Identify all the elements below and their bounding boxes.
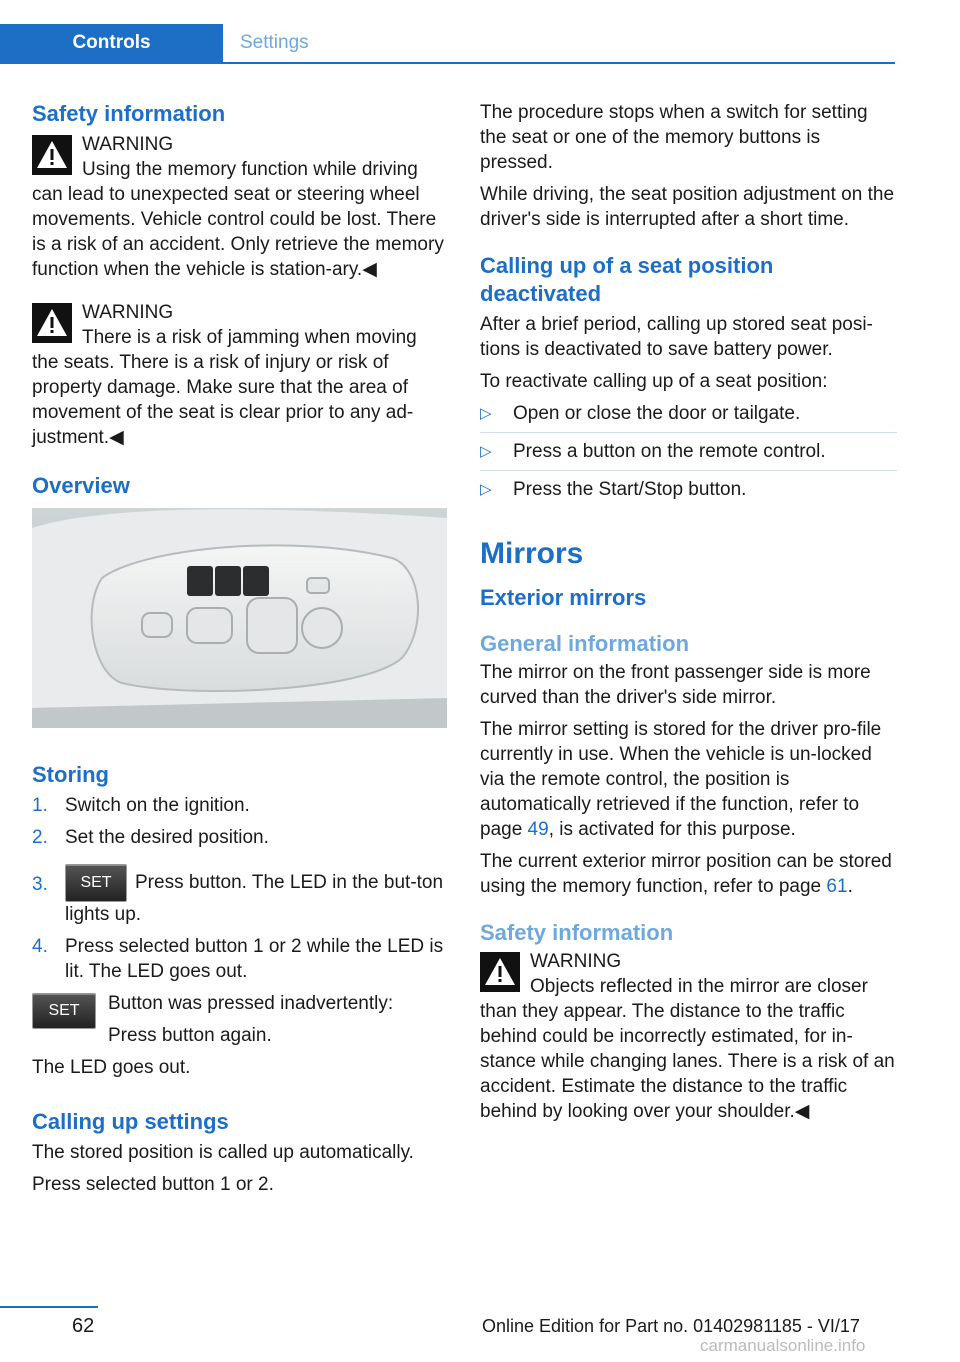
calling-heading: Calling up settings: [32, 1109, 229, 1134]
general-p3: The current exterior mirror position can be stored using the memory function, refer to page 61.: [480, 851, 892, 897]
list-item: 4. Press selected button 1 or 2 while the LED is lit. The LED goes out.: [32, 936, 444, 982]
list-item: 1. Switch on the ignition.: [32, 795, 250, 816]
warning-icon: [32, 135, 72, 175]
warning-text: Objects reflected in the mirror are closer than they appear. The distance to the traffic behind could be incorrectly estimated, for in‐stance while changing lanes. There is a risk of an accident. Estimate the distance to the traffic behind by looking over your shoulder.◀: [480, 976, 895, 1122]
bullet-triangle-icon: ▷: [480, 481, 492, 498]
tab-controls[interactable]: Controls: [0, 24, 223, 62]
general-p2: The mirror setting is stored for the driver pro‐file currently in use. When the vehicle is un‐locked via the remote control, the position is automatically retrieved if the function, refer to page 49, is activated for this purpose.: [480, 719, 882, 840]
list-item: 2. Set the desired position.: [32, 827, 269, 848]
bullet-triangle-icon: ▷: [480, 443, 492, 460]
inadvertent-text: Button was pressed inadvertently:: [108, 993, 394, 1014]
deactivated-p1: After a brief period, calling up stored seat posi‐tions is deactivated to save battery power.: [480, 314, 873, 360]
procedure-stops: The procedure stops when a switch for setting the seat or one of the memory buttons is pressed.: [480, 102, 868, 173]
warning-text: Using the memory function while driving can lead to unexpected seat or steering wheel movements. Vehicle control could be lost. There is a risk of an accident. Only retrieve the memory function when the vehicle is station‐ary.◀: [32, 159, 444, 280]
reactivate-list: [480, 401, 897, 508]
driving-interrupt: While driving, the seat position adjustment on the driver's side is interrupted after a short time.: [480, 184, 895, 230]
header-tabs: [0, 24, 895, 64]
warning-block-memory: [32, 132, 447, 282]
press-again-text: Press button again.: [108, 1025, 272, 1046]
warning-icon: [32, 303, 72, 343]
warning-block-mirror: [480, 949, 897, 1124]
overview-heading: Overview: [32, 473, 130, 498]
seat-controls-image: [32, 508, 447, 728]
tab-settings[interactable]: Settings: [240, 32, 309, 53]
deactivated-heading: Calling up of a seat position deactivated: [480, 253, 774, 306]
bullet-triangle-icon: ▷: [480, 405, 492, 422]
watermark: carmanualsonline.info: [700, 1336, 866, 1355]
mirrors-heading: Mirrors: [480, 537, 584, 570]
general-info-heading: General information: [480, 631, 690, 656]
exterior-mirrors-heading: Exterior mirrors: [480, 585, 647, 610]
inadvertent-note: [32, 991, 447, 1048]
list-item: ▷ Open or close the door or tailgate.: [480, 401, 897, 433]
storing-steps: [32, 793, 447, 984]
list-item: ▷ Press a button on the remote control.: [480, 439, 897, 471]
deactivated-p2: To reactivate calling up of a seat position:: [480, 371, 828, 392]
page-link-49[interactable]: 49: [527, 819, 549, 840]
warning-block-jamming: [32, 300, 447, 450]
mirror-safety-heading: Safety information: [480, 920, 674, 945]
warning-title: WARNING: [82, 302, 174, 323]
right-column: [480, 100, 897, 1134]
list-item: ▷ Press the Start/Stop button.: [480, 479, 747, 500]
general-p1: The mirror on the front passenger side is more curved than the driver's side mirror.: [480, 662, 871, 708]
page-number: 62: [72, 1315, 95, 1337]
left-column: [32, 100, 447, 1204]
safety-heading: Safety information: [32, 101, 226, 126]
calling-p1: The stored position is called up automatically.: [32, 1142, 414, 1163]
edition-text: Online Edition for Part no. 01402981185 - VI/17: [482, 1316, 860, 1336]
warning-title: WARNING: [82, 134, 174, 155]
warning-title: WARNING: [530, 951, 622, 972]
warning-icon: [480, 952, 520, 992]
storing-heading: Storing: [32, 762, 109, 787]
set-button-icon: SET: [65, 864, 127, 902]
footer-rule: [0, 1306, 98, 1308]
warning-text: There is a risk of jamming when moving the seats. There is a risk of injury or risk of property damage. Make sure that the area of movement of the seat is clear prior to any ad‐justment.◀: [32, 327, 417, 448]
set-button-icon: SET: [32, 993, 96, 1029]
calling-p2: Press selected button 1 or 2.: [32, 1174, 274, 1195]
list-item: 3. SET Press button. The LED in the but‐ton lights up.: [32, 864, 447, 927]
page-link-61[interactable]: 61: [826, 876, 848, 897]
led-goes-out: The LED goes out.: [32, 1057, 191, 1078]
